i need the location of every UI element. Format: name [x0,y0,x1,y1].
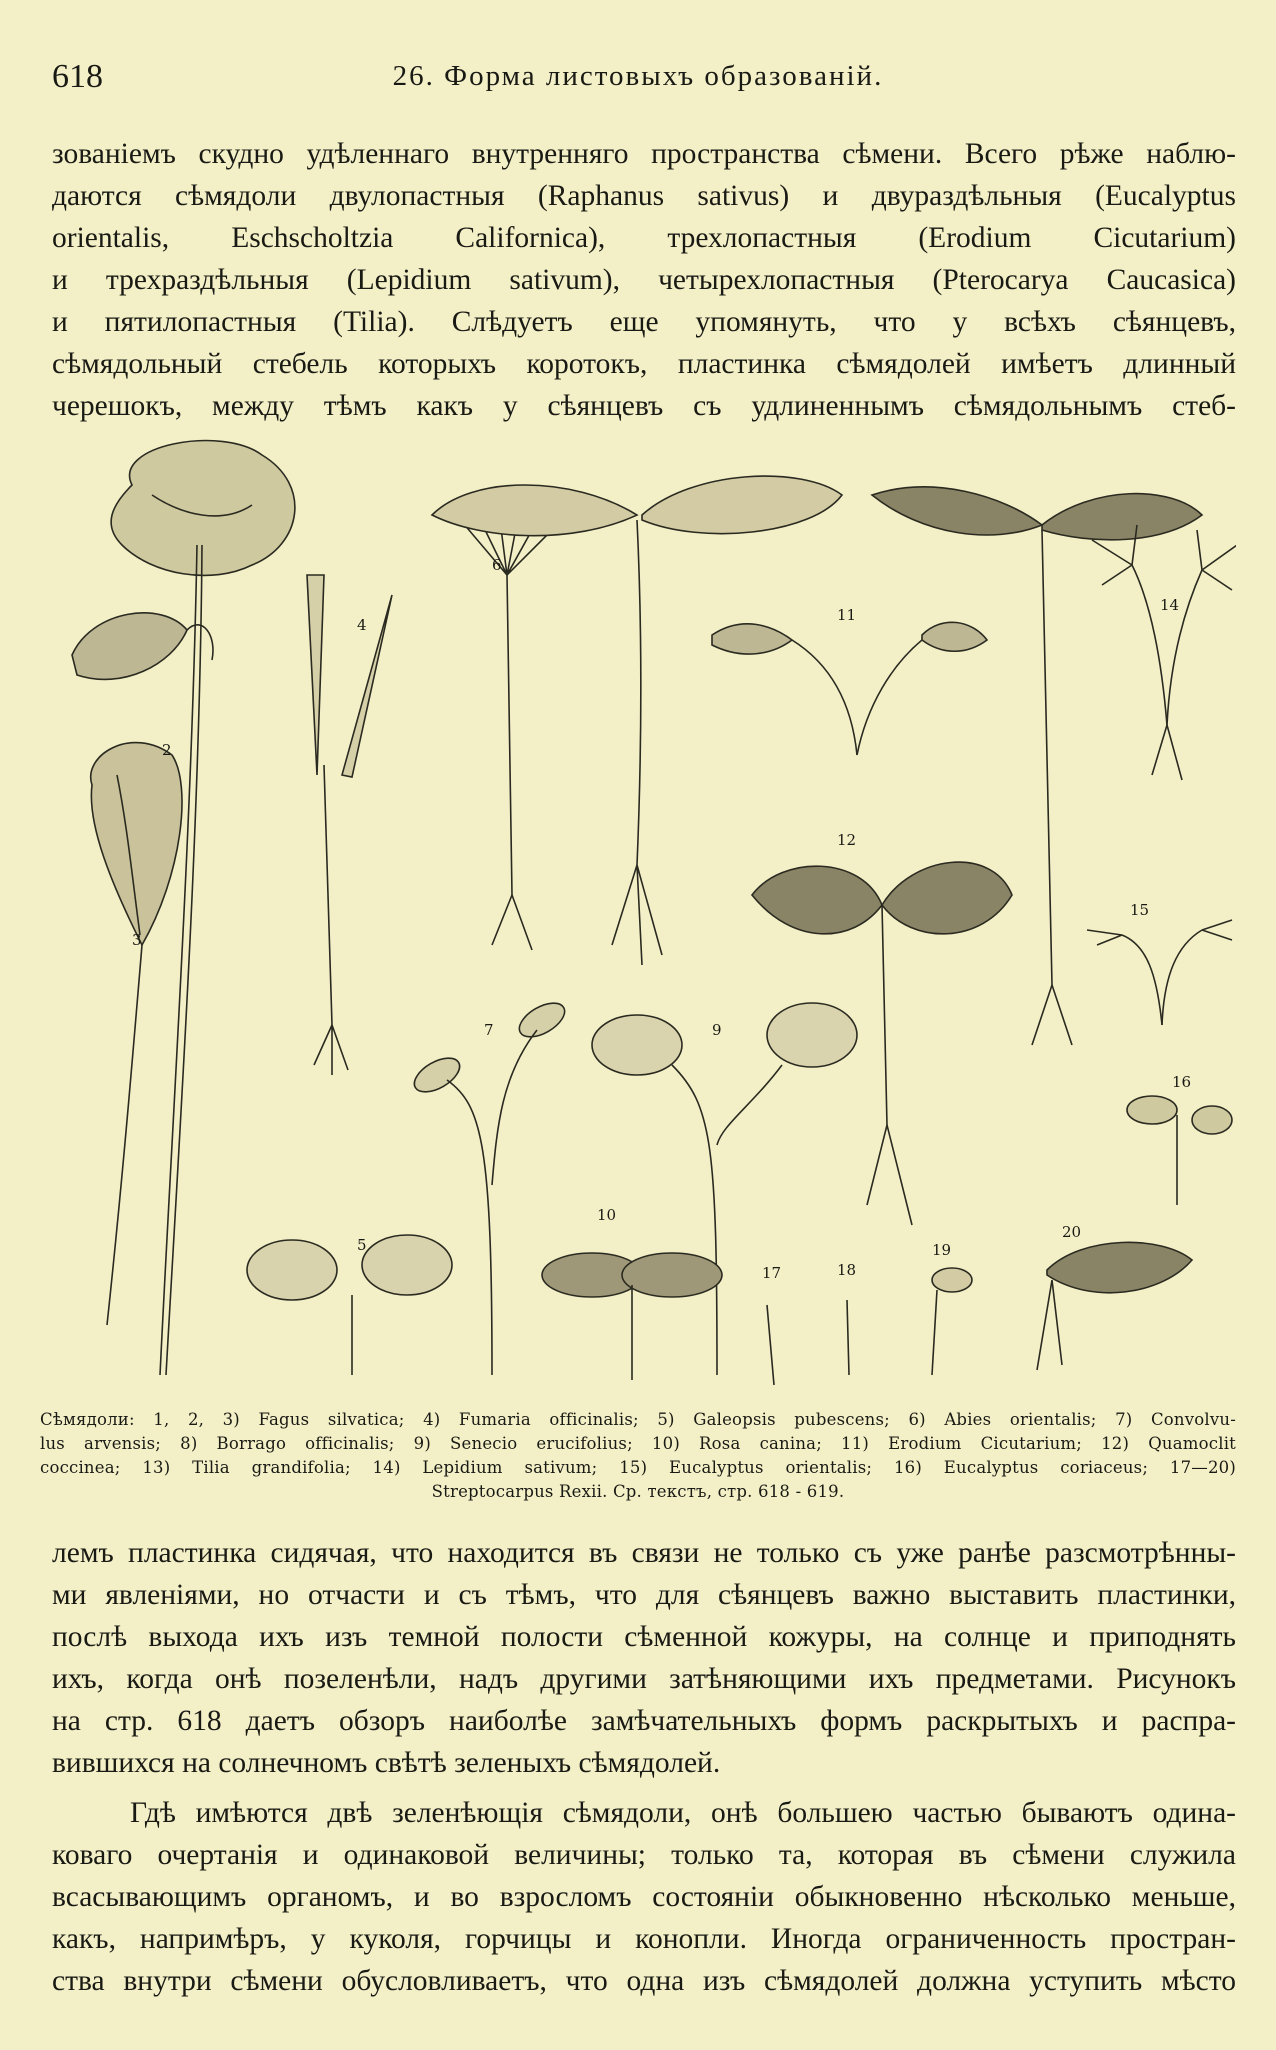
seedling-3-drawing [91,743,182,1325]
seedling-15-drawing [1087,920,1232,1025]
figure-number-16: 16 [1172,1073,1192,1091]
text-line: на стр. 618 даетъ обзоръ наиболѣе замѣчательныхъ формъ раскрытыхъ и распра- [52,1705,1236,1737]
text-line: даются сѣмядоли двулопастныя (Raphanus sativus) и двураздѣльныя (Eucalyptus [52,180,1236,212]
figure-caption [40,1408,1236,1504]
text-line: и трехраздѣльныя (Lepidium sativum), четырехлопастныя (Pterocarya Caucasica) [52,264,1236,296]
figure-numbers [132,425,1191,1282]
text-line: какъ, напримѣръ, у куколя, горчицы и конопли. Иногда ограниченность простран- [52,1923,1236,1955]
bottom-paragraph-2 [52,1792,1236,2002]
caption-line: coccinea; 13) Tilia grandifolia; 14) Lepidium sativum; 15) Eucalyptus orientalis; 16) Eucalyptus coriaceus; 17—20) [40,1458,1236,1477]
figure-number-9: 9 [712,1021,722,1039]
seedling-16-drawing [1127,1096,1232,1205]
seedling-13-drawing [872,487,1202,1045]
text-line: ихъ, когда онѣ позеленѣли, надъ другими затѣняющими ихъ предметами. Рисунокъ [52,1663,1236,1695]
text-line: вившихся на солнечномъ свѣтѣ зеленыхъ сѣмядолей. [52,1747,721,1779]
figure-number-3: 3 [132,931,142,949]
text-line: ства внутри сѣмени обусловливаетъ, что одна изъ сѣмядолей должна уступить мѣсто [52,1965,1236,1997]
seedling-11-drawing [712,622,987,755]
page-number: 618 [52,58,103,95]
text-line: orientalis, Eschscholtzia Californica), трехлопастныя (Erodium Cicutarium) [52,222,1236,254]
figure-number-17: 17 [762,1264,782,1282]
figure-number-5: 5 [357,1236,367,1254]
text-line: послѣ выхода ихъ изъ темной полости сѣменной кожуры, на солнце и приподнять [52,1621,1236,1653]
seedling-5-drawing [247,1235,452,1375]
text-line: черешокъ, между тѣмъ какъ у сѣянцевъ съ удлиненнымъ сѣмядольнымъ стеб- [52,390,1236,422]
figure-number-19: 19 [932,1241,952,1259]
seedlings-illustration [52,425,1236,1385]
text-line: сѣмядольный стебель которыхъ коротокъ, пластинка сѣмядолей имѣетъ длинный [52,348,1236,380]
figure-number-4: 4 [357,616,367,634]
text-line: зованіемъ скудно удѣленнаго внутренняго пространства сѣмени. Всего рѣже наблю- [52,138,1236,170]
page-header [52,58,1224,98]
seedling-17-20-drawing [767,1242,1192,1385]
running-title: 26. Форма листовыхъ образованій. [392,60,884,92]
illustration-canvas [52,425,1236,1385]
seedling-2-drawing [72,613,213,680]
figure-number-18: 18 [837,1261,857,1279]
seedling-10-drawing [542,1253,722,1380]
caption-line: lus arvensis; 8) Borrago officinalis; 9) Senecio erucifolius; 10) Rosa canina; 11) Erodium Cicutarium; 12) Quamoclit [40,1434,1236,1453]
figure-number-11: 11 [837,606,857,624]
text-line: всасывающимъ органомъ, и во взросломъ состояніи обыкновенно нѣсколько меньше, [52,1881,1236,1913]
figure-number-7: 7 [484,1021,494,1039]
figure-number-2: 2 [162,741,172,759]
text-line: лемъ пластинка сидячая, что находится въ связи не только съ уже ранѣе разсмотрѣнны- [52,1537,1236,1569]
figure-number-15: 15 [1130,901,1150,919]
bottom-paragraph-1 [52,1532,1236,1784]
top-paragraph [52,133,1236,427]
seedling-4-drawing [307,575,392,1075]
text-line: и пятилопастныя (Tilia). Слѣдуетъ еще упомянуть, что у всѣхъ сѣянцевъ, [52,306,1236,338]
figure-number-20: 20 [1062,1223,1082,1241]
seedling-7-drawing [409,996,570,1375]
caption-line: Сѣмядоли: 1, 2, 3) Fagus silvatica; 4) Fumaria officinalis; 5) Galeopsis pubescens; 6) Abies orientalis; 7) Convolvu- [40,1410,1236,1429]
figure-number-6: 6 [492,556,502,574]
text-line: ми явленіями, но отчасти и съ тѣмъ, что для сѣянцевъ важно выставить пластинки, [52,1579,1236,1611]
seedling-14-drawing [1092,525,1236,780]
seedling-6-drawing [452,497,567,950]
text-line: коваго очертанія и одинаковой величины; только та, которая въ сѣмени служила [52,1839,1236,1871]
text-line: Гдѣ имѣются двѣ зеленѣющія сѣмядоли, онѣ большею частью бываютъ одина- [130,1797,1236,1829]
figure-number-12: 12 [837,831,857,849]
figure-number-14: 14 [1160,596,1180,614]
caption-line: Streptocarpus Rexii. Ср. текстъ, стр. 618 - 619. [431,1482,845,1501]
figure-number-10: 10 [597,1206,617,1224]
